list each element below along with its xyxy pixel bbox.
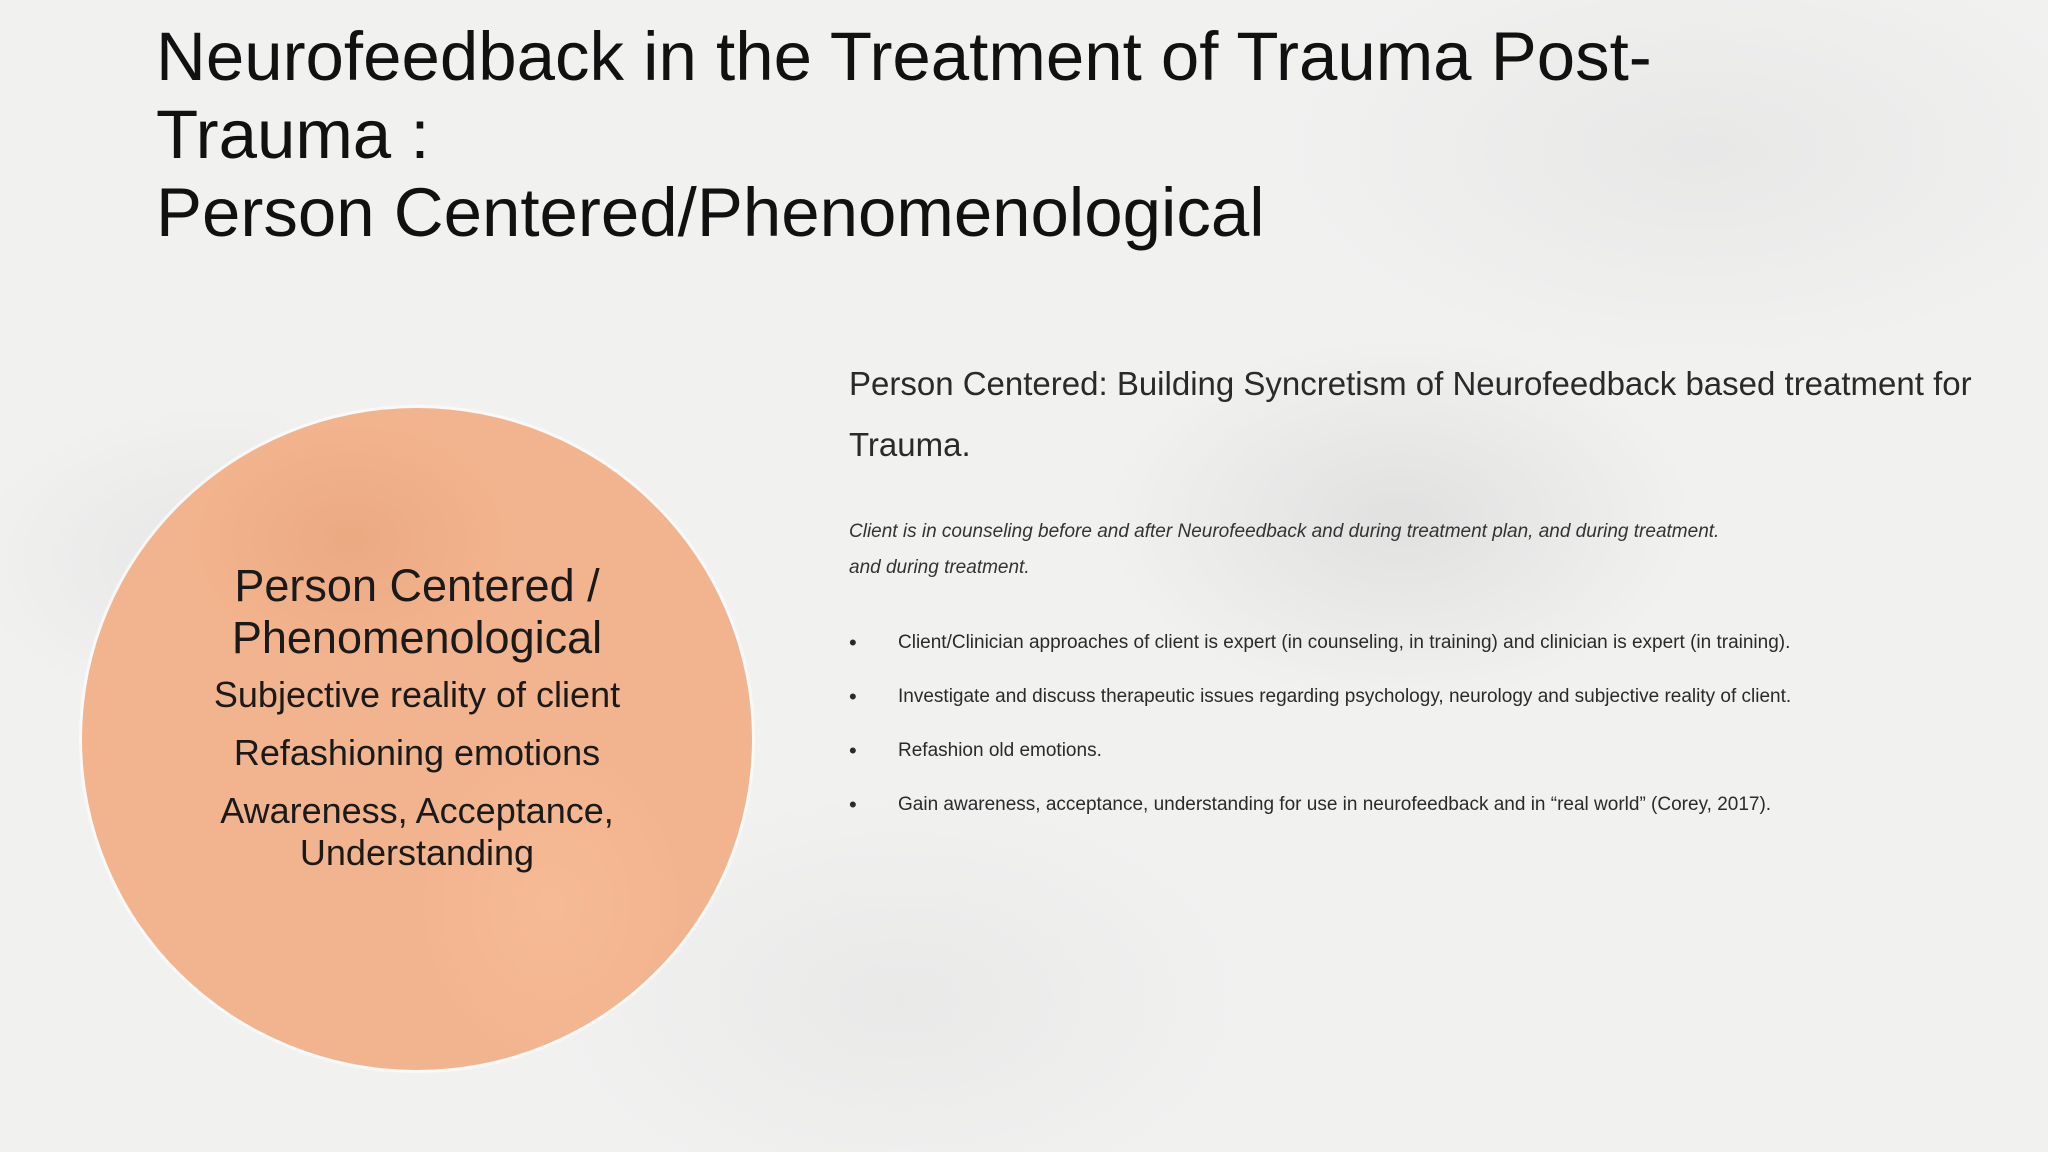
bullet-dot-icon: • (849, 792, 857, 817)
bullet-text: Investigate and discuss therapeutic issues regarding psychology, neurology and subjective reality of client. (898, 686, 1792, 707)
bullet-text: Gain awareness, acceptance, understanding for use in neurofeedback and in “real world” (Corey, 2017). (898, 794, 1772, 815)
italic-note (849, 514, 1829, 586)
slide-title-line: Neurofeedback in the Treatment of Trauma Post- (156, 18, 1652, 95)
slide-title-line: Trauma : (156, 96, 430, 173)
section-subheading: Person Centered: Building Syncretism of Neurofeedback based treatment for Trauma. (849, 365, 1972, 463)
bullet-list (849, 625, 1999, 841)
slide-title (156, 18, 1856, 252)
bullet-dot-icon: • (849, 630, 857, 655)
italic-note-line: Client is in counseling before and after Neurofeedback and during treatment plan, and during treatment. (849, 521, 1720, 542)
circle-heading-line: Phenomenological (231, 612, 603, 663)
circle-line-awareness: Awareness, Acceptance, (220, 790, 614, 831)
slide-title-line: Person Centered/Phenomenological (156, 174, 1265, 251)
bullet-text: Refashion old emotions. (898, 740, 1102, 761)
circle-line-subjective-reality: Subjective reality of client (213, 674, 621, 715)
bullet-item (849, 787, 1999, 823)
bullet-item (849, 733, 1999, 769)
bullet-item (849, 625, 1999, 661)
bullet-item (849, 679, 1999, 715)
summary-circle (82, 408, 752, 1070)
circle-text-block (82, 560, 752, 874)
bullet-text: Client/Clinician approaches of client is expert (in counseling, in training) and clinician is expert (in training). (898, 632, 1791, 653)
bullet-dot-icon: • (849, 684, 857, 709)
circle-line-refashioning-emotions: Refashioning emotions (233, 732, 601, 773)
circle-heading (82, 560, 752, 664)
bullet-dot-icon: • (849, 738, 857, 763)
circle-line-understanding: Understanding (299, 832, 535, 873)
circle-heading-line: Person Centered / (234, 560, 600, 611)
italic-note-line: and during treatment. (849, 557, 1030, 578)
